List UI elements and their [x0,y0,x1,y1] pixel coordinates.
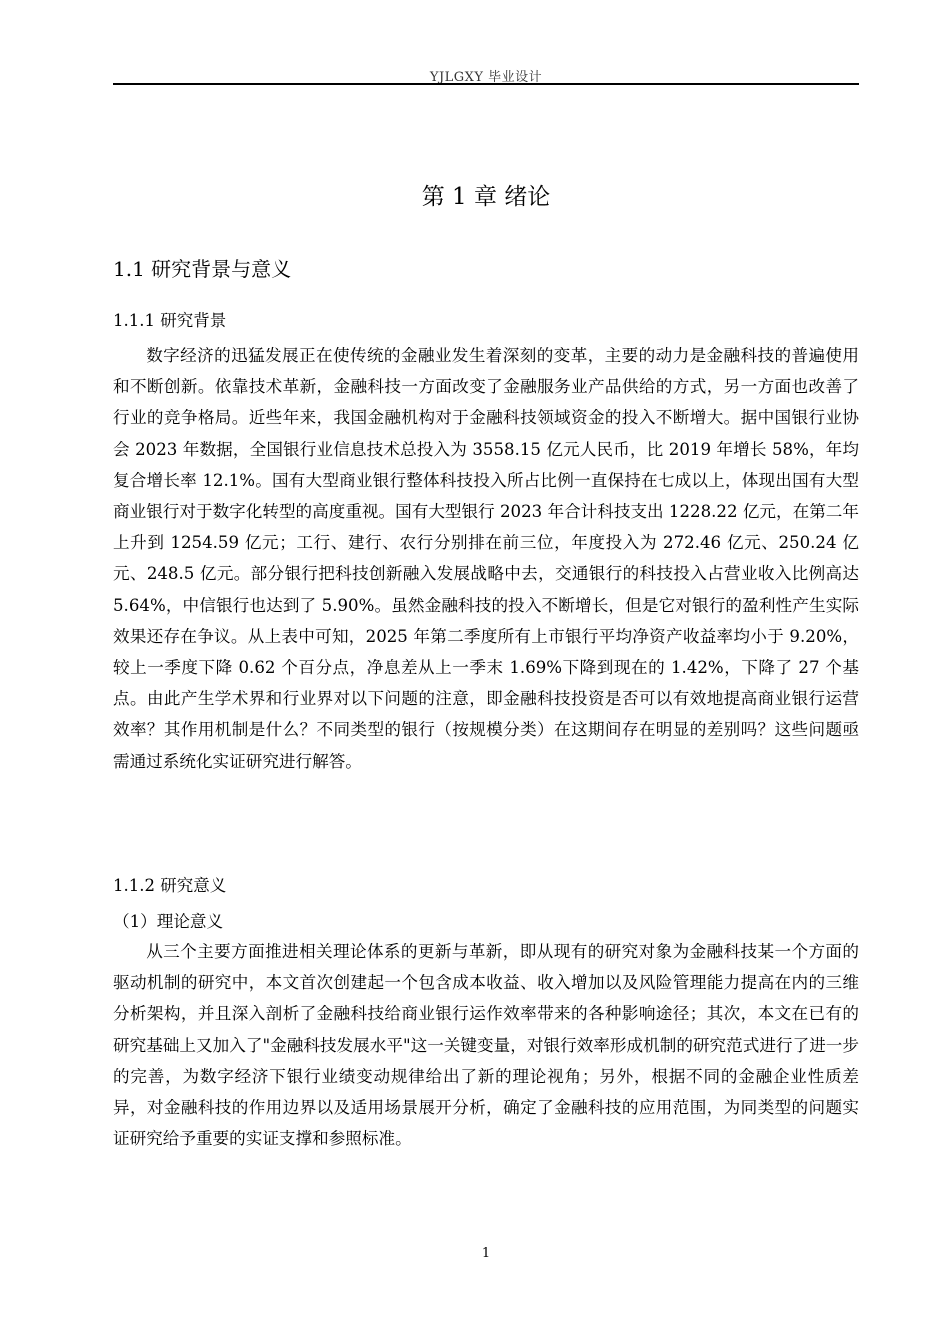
subsection-title-significance: 1.1.2 研究意义 [113,876,227,895]
chapter-title: 第 1 章 绪论 [421,184,551,210]
section-title: 1.1 研究背景与意义 [113,257,292,281]
significance-paragraph: 从三个主要方面推进相关理论体系的更新与革新，即从现有的研究对象为金融科技某一个方面的驱动机制的研究中，本文首次创建起一个包含成本收益、收入增加以及风险管理能力提高在内的三维分析架构，并且深入剖析了金融科技给商业银行运作效率带来的各种影响途径；其次，本文在已有的研究基础上又加入了"金融科技发展水平"这一关键变量，对银行效率形成机制的研究范式进行了进一步的完善，为数字经济下银行业绩变动规律给出了新的理论视角；另外，根据不同的金融企业性质差异，对金融科技的作用边界以及适用场景展开分析，确定了金融科技的应用范围，为同类型的问题实证研究给予重要的实证支撑和参照标准。 [113,942,859,1149]
subsection-title-background: 1.1.1 研究背景 [113,311,227,330]
header-divider [113,83,859,85]
background-paragraph: 数字经济的迅猛发展正在使传统的金融业发生着深刻的变革，主要的动力是金融科技的普遍使用和不断创新。依靠技术革新，金融科技一方面改变了金融服务业产品供给的方式，另一方面也改善了行业的竞争格局。近些年来，我国金融机构对于金融科技领域资金的投入不断增大。据中国银行业协会 2023 年数据，全国银行业信息技术总投入为 3558.15 亿元人民币，比 2019 年增长 58%，年均复合增长率 12.1%。国有大型商业银行整体科技投入所占比例一直保持在七成以上，体现出国有大型商业银行对于数字化转型的高度重视。国有大型银行 2023 年合计科技支出 1228.22 亿元，在第二年上升到 1254.59 亿元；工行、建行、农行分别排在前三位，年度投入为 272.46 亿元、250.24 亿元、248.5 亿元。部分银行把科技创新融入发展战略中去，交通银行的科技投入占营业收入比例高达 5.64%，中信银行也达到了 5.90%。虽然金融科技的投入不断增长，但是它对银行的盈利性产生实际效果还存在争议。从上表中可知，2025 年第二季度所有上市银行平均净资产收益率均小于 9.20%，较上一季度下降 0.62 个百分点，净息差从上一季末 1.69%下降到现在的 1.42%，下降了 27 个基点。由此产生学术界和行业界对以下问题的注意，即金融科技投资是否可以有效地提高商业银行运营效率？其作用机制是什么？不同类型的银行（按规模分类）在这期间存在明显的差别吗？这些问题亟需通过系统化实证研究进行解答。 [113,346,859,771]
item-label-theory: （1）理论意义 [113,912,224,931]
page-header: YJLGXY 毕业设计 [429,70,543,85]
page-number: 1 [481,1246,491,1261]
